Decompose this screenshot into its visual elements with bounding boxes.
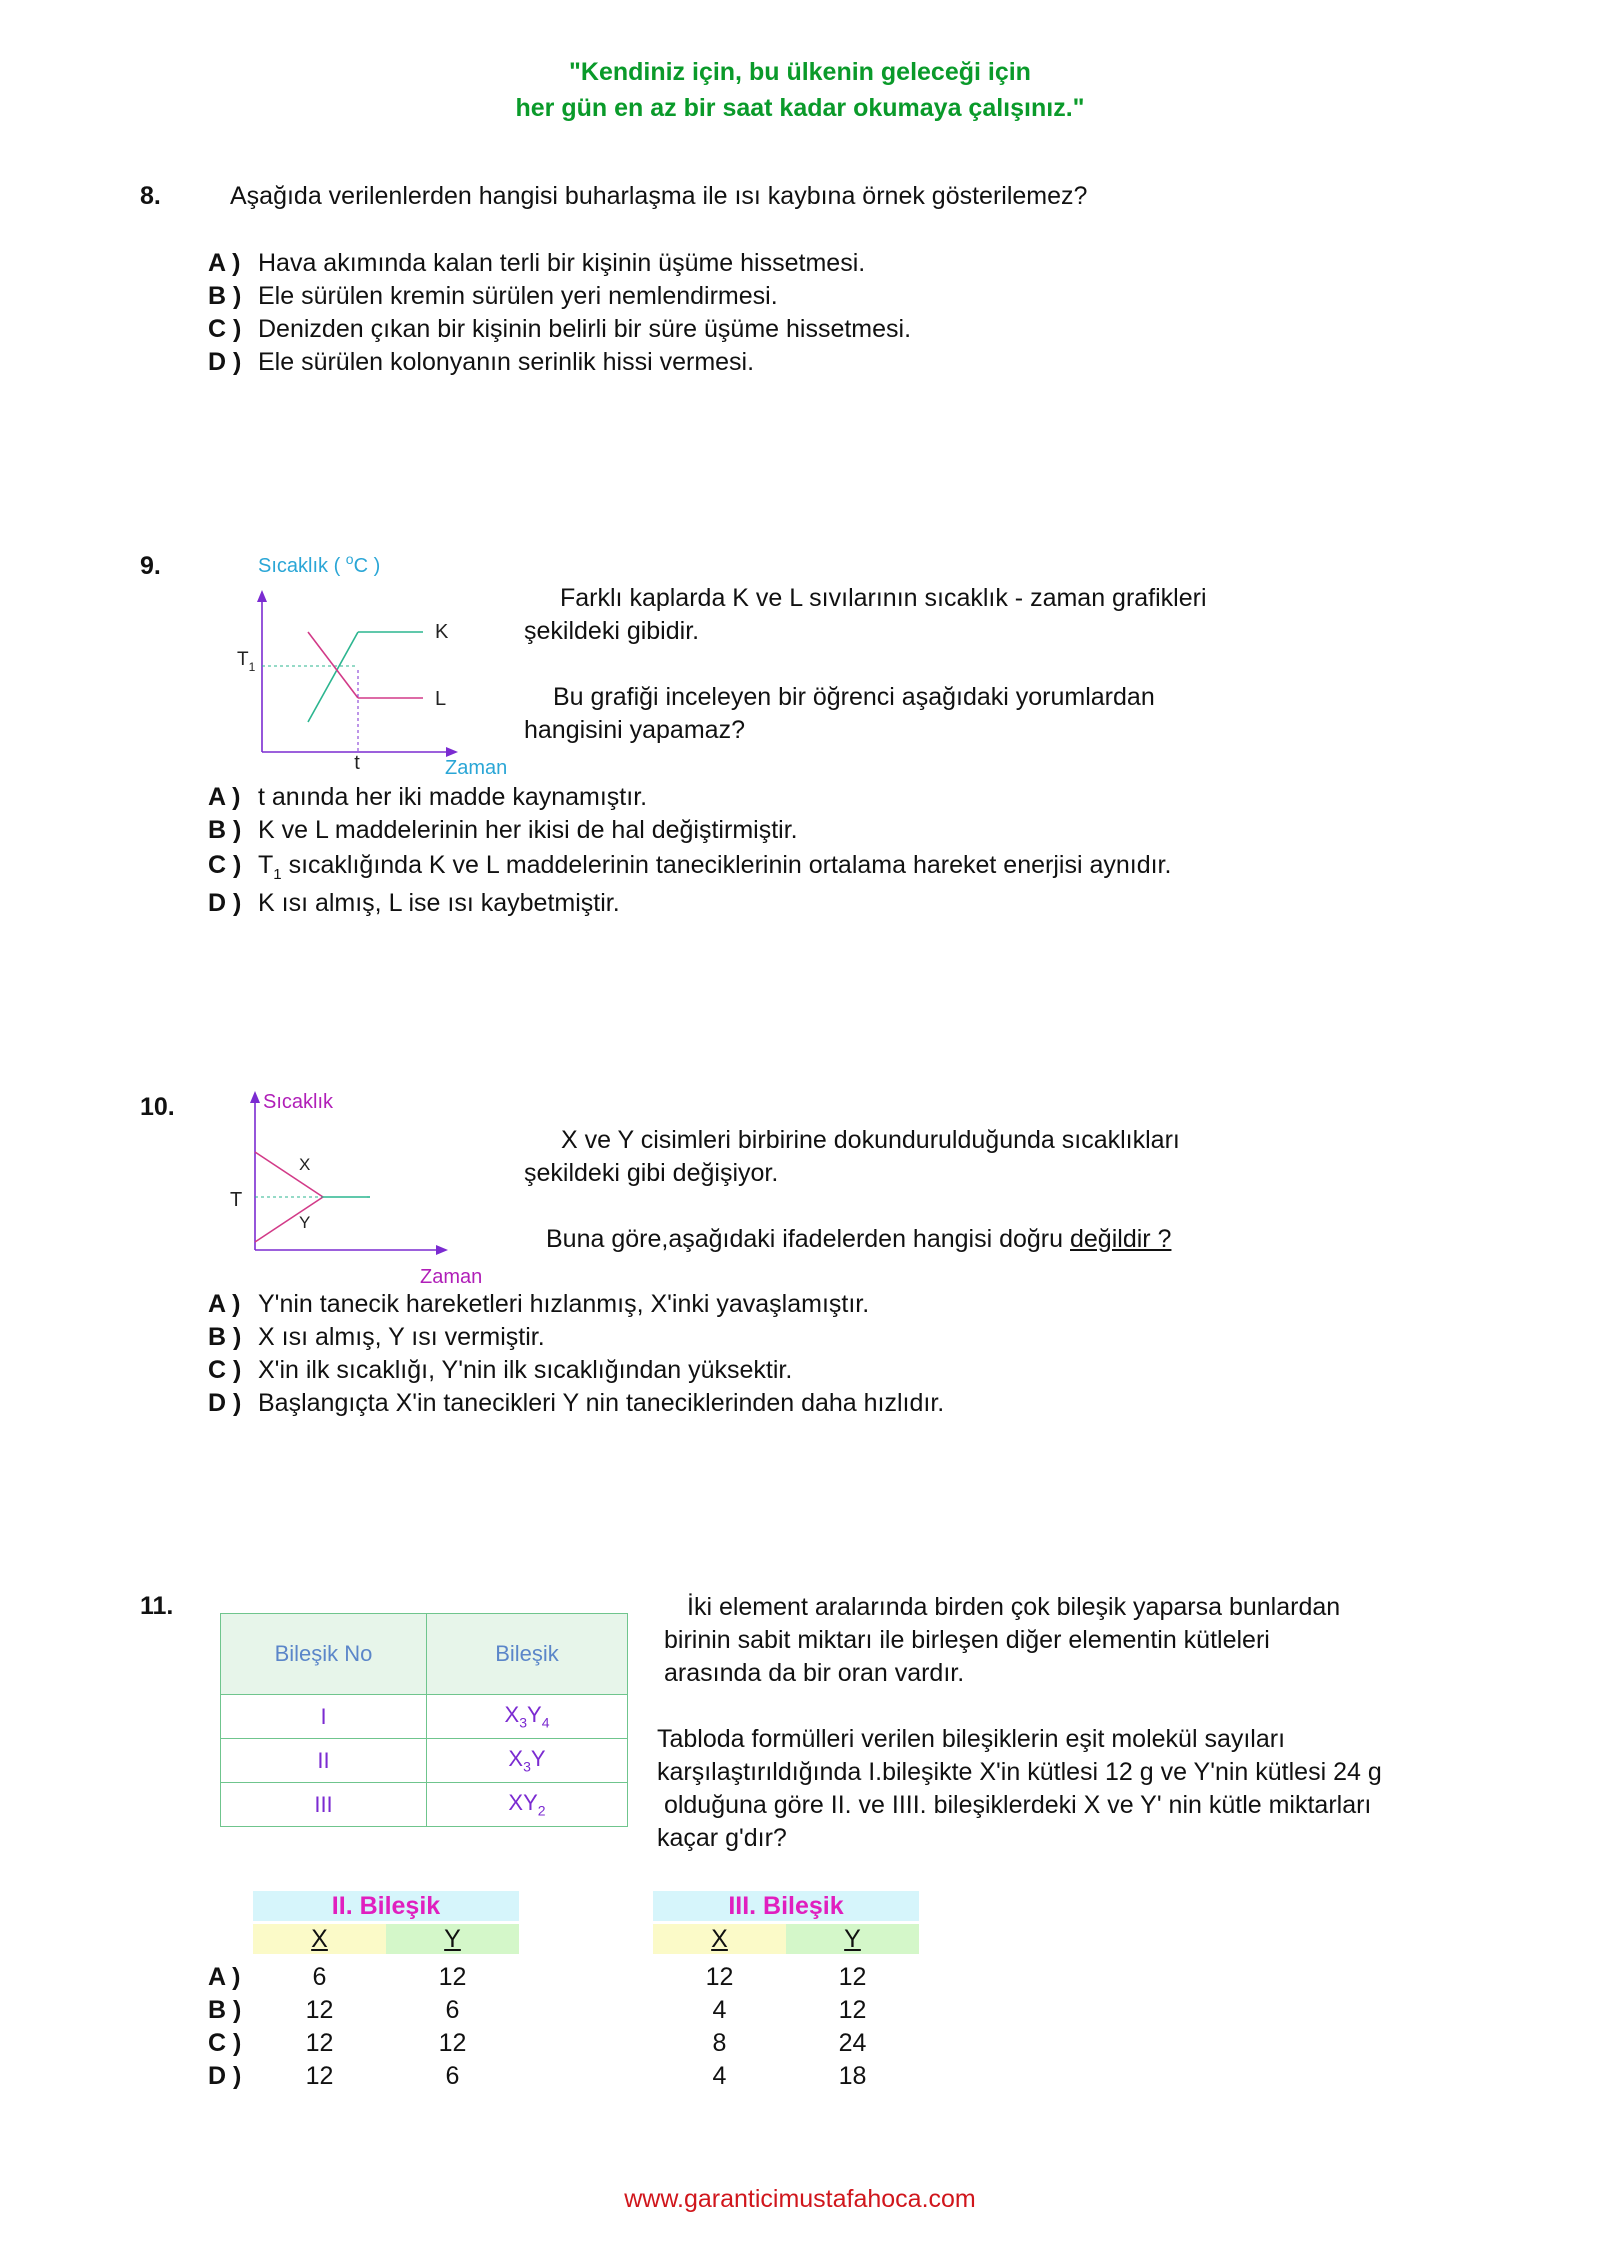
option-letter: C ) (208, 1356, 242, 1384)
graph-x-label: Zaman (445, 757, 508, 779)
motto-line-1: "Kendiniz için, bu ülkenin geleceği için (569, 58, 1031, 86)
answer-cell: 12 (305, 1996, 334, 2024)
option-letter: A ) (208, 249, 241, 277)
option-letter: B ) (208, 1323, 242, 1351)
compound-no: II (221, 1739, 427, 1783)
q10-paragraph-1: X ve Y cisimleri birbirine dokundurulduğunda sıcaklıkları (561, 1126, 1180, 1154)
x-label: X (299, 1155, 311, 1174)
l-label: L (435, 688, 447, 710)
option-text: Ele sürülen kolonyanın serinlik hissi vermesi. (258, 348, 755, 376)
group-iii-col-x: X (653, 1924, 786, 1954)
option-text: X'in ilk sıcaklığı, Y'nin ilk sıcaklığından yüksektir. (258, 1356, 793, 1384)
header-compound-no: Bileşik No (221, 1614, 427, 1695)
option-letter: A ) (208, 783, 241, 811)
group-iii-col-y: Y (786, 1924, 919, 1954)
q11-paragraph-1c: arasında da bir oran vardır. (664, 1659, 965, 1687)
q9-paragraph-2b: hangisini yapamaz? (524, 716, 745, 744)
q10-paragraph-1b: şekildeki gibi değişiyor. (524, 1159, 779, 1187)
compound-no: III (221, 1783, 427, 1827)
q11-paragraph-2: Tabloda formülleri verilen bileşiklerin eşit molekül sayıları (657, 1725, 1286, 1753)
answer-cell: 12 (438, 1963, 467, 1991)
option-letter: A ) (208, 1290, 241, 1318)
question-text: Aşağıda verilenlerden hangisi buharlaşma ile ısı kaybına örnek gösterilemez? (230, 182, 1088, 210)
q9-paragraph-1b: şekildeki gibidir. (524, 617, 700, 645)
option-letter: C ) (208, 851, 242, 879)
option-text: X ısı almış, Y ısı vermiştir. (258, 1323, 545, 1351)
option-letter: D ) (208, 348, 242, 376)
option-b-letter[interactable]: B ) (208, 1996, 242, 2024)
motto-line-2: her gün en az bir saat kadar okumaya çalışınız." (515, 94, 1085, 122)
option-text: $T_1$ sıcaklığında K ve L maddelerinin taneciklerinin ortalama hareket enerjisi aynıdır. (258, 851, 1172, 883)
group-ii-col-x: X (253, 1924, 386, 1954)
group-ii-col-y: Y (386, 1924, 519, 1954)
answer-cell: 4 (712, 2062, 727, 2090)
answer-cell: 12 (705, 1963, 734, 1991)
question-number: 9. (140, 552, 161, 580)
option-letter: B ) (208, 282, 242, 310)
footer-link[interactable]: www.garanticimustafahoca.com (624, 2185, 976, 2213)
y-label: Y (299, 1213, 311, 1232)
compound-no: I (221, 1695, 427, 1739)
compound-formula: $XY_2$ (427, 1783, 628, 1827)
t1-label: $T_1$ (237, 649, 256, 674)
header-compound: Bileşik (427, 1614, 628, 1695)
compound-formula: $X_3Y$ (427, 1739, 628, 1783)
answer-cell: 4 (712, 1996, 727, 2024)
answer-cell: 12 (305, 2029, 334, 2057)
answer-cell: 12 (438, 2029, 467, 2057)
group-ii-title: II. Bileşik (253, 1891, 519, 1921)
option-letter: D ) (208, 1389, 242, 1417)
option-text: K ve L maddelerinin her ikisi de hal değiştirmiştir. (258, 816, 798, 844)
answer-cell: 6 (445, 2062, 460, 2090)
option-c-letter[interactable]: C ) (208, 2029, 242, 2057)
question-number: 10. (140, 1093, 175, 1121)
option-text: K ısı almış, L ise ısı kaybetmiştir. (258, 889, 620, 917)
compound-formula: $X_3Y_4$ (427, 1695, 628, 1739)
option-letter: D ) (208, 889, 242, 917)
option-d-letter[interactable]: D ) (208, 2062, 242, 2090)
answer-cell: 24 (838, 2029, 867, 2057)
option-letter: B ) (208, 816, 242, 844)
option-text: Y'nin tanecik hareketleri hızlanmış, X'inki yavaşlamıştır. (258, 1290, 870, 1318)
question-number: 8. (140, 182, 161, 210)
q9-paragraph-1: Farklı kaplarda K ve L sıvılarının sıcaklık - zaman grafikleri (560, 584, 1207, 612)
answer-cell: 8 (712, 2029, 727, 2057)
k-label: K (435, 621, 449, 643)
q10-paragraph-2: Buna göre,aşağıdaki ifadelerden hangisi doğru değildir ? (546, 1225, 1172, 1253)
graph-x-label: Zaman (420, 1266, 483, 1288)
option-text: Başlangıçta X'in tanecikleri Y nin taneciklerinden daha hızlıdır. (258, 1389, 945, 1417)
q11-paragraph-2b: karşılaştırıldığında I.bileşikte X'in kütlesi 12 g ve Y'nin kütlesi 24 g (657, 1758, 1382, 1786)
t-label: t (354, 752, 360, 774)
t-label: T (230, 1189, 243, 1211)
question-number: 11. (140, 1592, 174, 1620)
q11-paragraph-1: İki element aralarında birden çok bileşik yaparsa bunlardan (687, 1593, 1341, 1621)
answer-cell: 18 (838, 2062, 867, 2090)
q9-paragraph-2: Bu grafiği inceleyen bir öğrenci aşağıdaki yorumlardan (553, 683, 1155, 711)
graph-y-label: Sıcaklık ( $^o$C ) (258, 551, 381, 577)
option-text: Hava akımında kalan terli bir kişinin üşüme hissetmesi. (258, 249, 866, 277)
option-text: Denizden çıkan bir kişinin belirli bir süre üşüme hissetmesi. (258, 315, 912, 343)
option-text: t anında her iki madde kaynamıştır. (258, 783, 648, 811)
answer-cell: 12 (305, 2062, 334, 2090)
answer-cell: 6 (312, 1963, 327, 1991)
q11-paragraph-1b: birinin sabit miktarı ile birleşen diğer elementin kütleleri (664, 1626, 1270, 1654)
option-a-letter[interactable]: A ) (208, 1963, 241, 1991)
q11-paragraph-2d: kaçar g'dır? (657, 1824, 787, 1852)
graph-y-label: Sıcaklık (263, 1091, 334, 1113)
answer-cell: 12 (838, 1963, 867, 1991)
q11-paragraph-2c: olduğuna göre II. ve IIII. bileşiklerdeki X ve Y' nin kütle miktarları (657, 1791, 1372, 1819)
option-text: Ele sürülen kremin sürülen yeri nemlendirmesi. (258, 282, 778, 310)
group-iii-title: III. Bileşik (653, 1891, 919, 1921)
answer-cell: 6 (445, 1996, 460, 2024)
option-letter: C ) (208, 315, 242, 343)
answer-cell: 12 (838, 1996, 867, 2024)
